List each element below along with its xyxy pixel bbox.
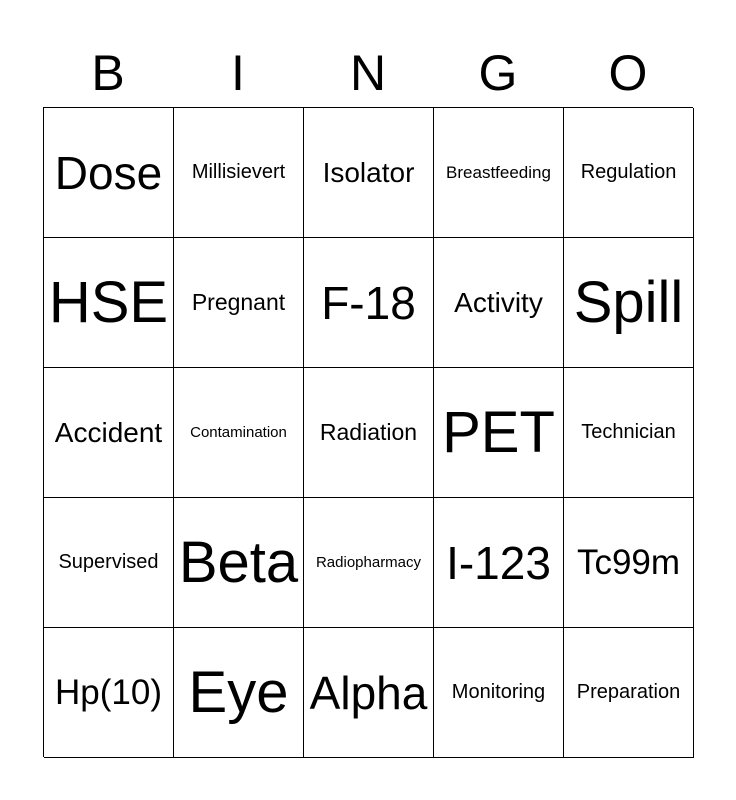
bingo-cell[interactable]: Hp(10) bbox=[44, 628, 174, 758]
bingo-cell[interactable]: Pregnant bbox=[174, 238, 304, 368]
bingo-cell[interactable]: Activity bbox=[434, 238, 564, 368]
bingo-cell[interactable]: Radiopharmacy bbox=[304, 498, 434, 628]
bingo-header bbox=[43, 38, 693, 108]
bingo-cell[interactable]: Regulation bbox=[564, 108, 694, 238]
bingo-cell[interactable]: Millisievert bbox=[174, 108, 304, 238]
bingo-cell[interactable]: F-18 bbox=[304, 238, 434, 368]
bingo-cell[interactable]: I-123 bbox=[434, 498, 564, 628]
bingo-cell[interactable]: Beta bbox=[174, 498, 304, 628]
bingo-cell[interactable]: Tc99m bbox=[564, 498, 694, 628]
header-letter-o: O bbox=[608, 45, 648, 101]
bingo-cell[interactable]: Isolator bbox=[304, 108, 434, 238]
bingo-cell[interactable]: Supervised bbox=[44, 498, 174, 628]
header-letter-n: N bbox=[349, 45, 387, 101]
bingo-cell[interactable]: Monitoring bbox=[434, 628, 564, 758]
bingo-cell[interactable]: Contamination bbox=[174, 368, 304, 498]
bingo-cell[interactable]: Accident bbox=[44, 368, 174, 498]
bingo-cell[interactable]: Alpha bbox=[304, 628, 434, 758]
bingo-cell[interactable]: Technician bbox=[564, 368, 694, 498]
bingo-cell[interactable]: Radiation bbox=[304, 368, 434, 498]
bingo-cell[interactable]: Spill bbox=[564, 238, 694, 368]
bingo-cell[interactable]: Breastfeeding bbox=[434, 108, 564, 238]
header-letter-i: I bbox=[231, 45, 245, 101]
bingo-cell[interactable]: Dose bbox=[44, 108, 174, 238]
header-letter-g: G bbox=[478, 45, 518, 101]
bingo-cell[interactable]: HSE bbox=[44, 238, 174, 368]
bingo-cell[interactable]: PET bbox=[434, 368, 564, 498]
header-letter-b: B bbox=[91, 45, 125, 101]
bingo-cell[interactable]: Eye bbox=[174, 628, 304, 758]
bingo-cell[interactable]: Preparation bbox=[564, 628, 694, 758]
bingo-board bbox=[43, 107, 693, 757]
